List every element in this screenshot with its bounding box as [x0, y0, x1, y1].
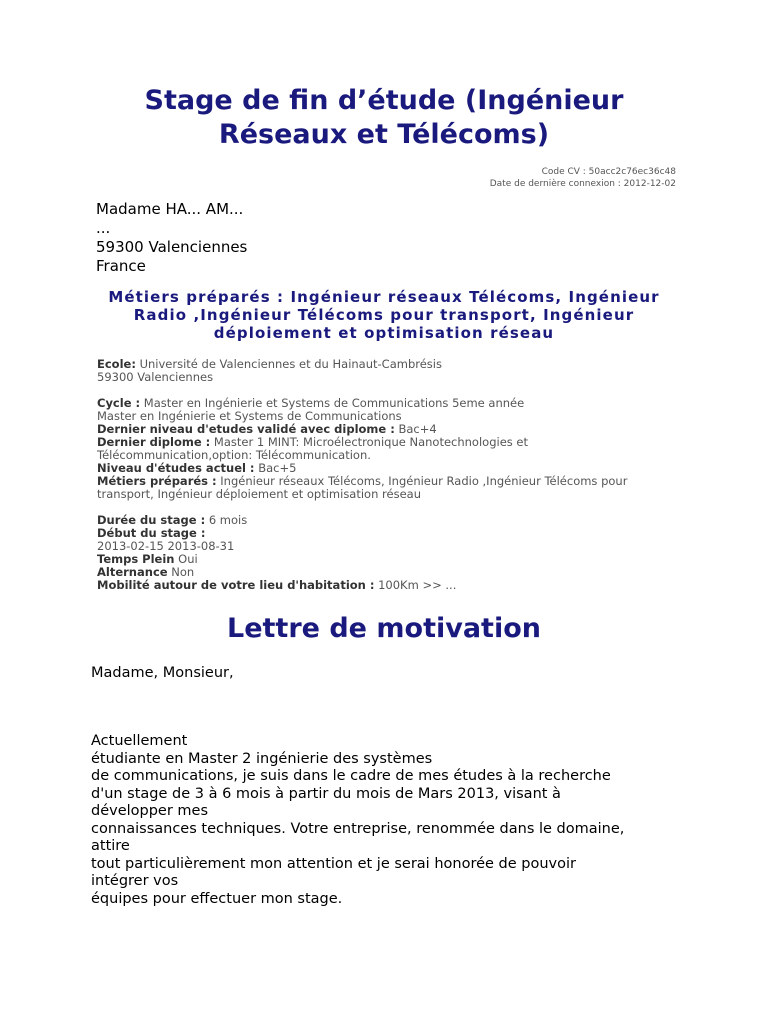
full-time-label: Temps Plein: [97, 552, 175, 566]
metiers-heading: [80, 288, 688, 342]
cycle-value-2: Master en Ingénierie et Systems de Communications: [97, 409, 402, 423]
education-block: [97, 397, 677, 501]
start-label: Début du stage :: [97, 526, 206, 540]
alternance-value: Non: [171, 565, 195, 579]
letter-line: équipes pour effectuer mon stage.: [91, 890, 343, 907]
internship-dates: 2013-02-15 2013-08-31: [97, 539, 235, 553]
metiers-value-2: transport, Ingénieur déploiement et optimisation réseau: [97, 487, 421, 501]
cv-code: Code CV : 50acc2c76ec36c48: [541, 167, 676, 177]
letter-line: tout particulièrement mon attention et je serai honorée de pouvoir: [91, 855, 576, 872]
mobility-label: Mobilité autour de votre lieu d'habitation :: [97, 578, 375, 592]
letter-line: de communications, je suis dans le cadre de mes études à la recherche: [91, 768, 611, 784]
last-level-label: Dernier niveau d'etudes validé avec diplome :: [97, 422, 395, 436]
last-login-date: Date de dernière connexion : 2012-12-02: [489, 179, 676, 189]
cover-letter-title: Lettre de motivation: [227, 613, 541, 644]
letter-line: connaissances techniques. Votre entreprise, renommée dans le domaine,: [91, 820, 625, 837]
school-block: [97, 358, 677, 384]
current-level-value: Bac+5: [258, 461, 297, 475]
mobility-value: 100Km >> ...: [378, 578, 457, 592]
cv-details: [97, 358, 677, 605]
full-time-value: Oui: [178, 552, 198, 566]
cv-meta: [490, 166, 676, 190]
duration-label: Durée du stage :: [97, 513, 206, 527]
cycle-label: Cycle :: [97, 396, 141, 410]
letter-salutation: Madame, Monsieur,: [91, 665, 234, 681]
letter-line: attire: [91, 838, 130, 854]
letter-line: Actuellement: [91, 733, 188, 749]
last-diploma-label: Dernier diplome :: [97, 435, 211, 449]
letter-line: intégrer vos: [91, 873, 179, 889]
school-value: Université de Valenciennes et du Hainaut-Cambrésis: [139, 357, 442, 371]
page-title-line1: Stage de fin d’étude (Ingénieur: [144, 85, 624, 116]
current-level-label: Niveau d'études actuel :: [97, 461, 255, 475]
letter-line: d'un stage de 3 à 6 mois à partir du mois de Mars 2013, visant à: [91, 785, 561, 802]
page-title-line2: Réseaux et Télécoms): [218, 119, 550, 150]
letter-line: développer mes: [91, 803, 209, 819]
metiers-label: Métiers préparés :: [97, 474, 217, 488]
school-label: Ecole:: [97, 357, 136, 371]
duration-value: 6 mois: [208, 513, 248, 527]
address-block: [96, 200, 247, 276]
address-street: ...: [96, 219, 111, 237]
last-diploma-value-2: Télécommunication,option: Télécommunication.: [97, 448, 371, 462]
internship-block: [97, 514, 677, 592]
candidate-name: Madame HA... AM...: [96, 200, 244, 218]
cycle-value: Master en Ingénierie et Systems de Communications 5eme année: [143, 396, 525, 410]
metiers-heading-line2: Radio ,Ingénieur Télécoms pour transport, Ingénieur: [133, 306, 635, 324]
last-level-value: Bac+4: [398, 422, 437, 436]
school-city: 59300 Valenciennes: [97, 370, 214, 384]
alternance-label: Alternance: [97, 565, 168, 579]
last-diploma-value: Master 1 MINT: Microélectronique Nanotechnologies et: [213, 435, 528, 449]
address-country: France: [96, 257, 146, 275]
letter-line: étudiante en Master 2 ingénierie des systèmes: [91, 750, 433, 767]
metiers-heading-line1: Métiers préparés : Ingénieur réseaux Télécoms, Ingénieur: [108, 288, 660, 306]
address-city: 59300 Valenciennes: [96, 238, 248, 256]
metiers-heading-line3: déploiement et optimisation réseau: [213, 324, 555, 342]
metiers-value: Ingénieur réseaux Télécoms, Ingénieur Radio ,Ingénieur Télécoms pour: [220, 474, 628, 488]
page-title: [60, 84, 708, 152]
letter-body: [91, 733, 681, 908]
